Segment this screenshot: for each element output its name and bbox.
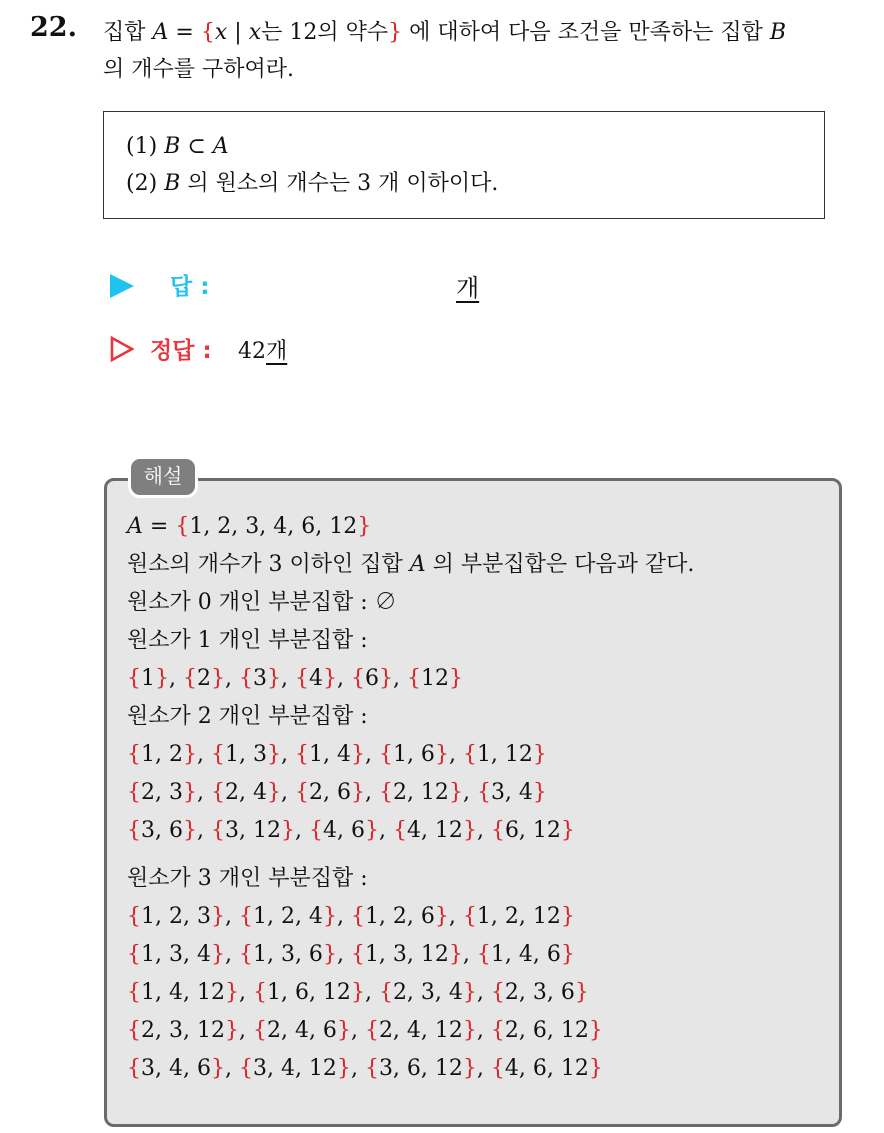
set-a-definition: A = {1, 2, 3, 4, 6, 12} [127,514,372,539]
heading-2: 원소가 2 개인 부분집합 : [127,704,368,729]
heading-1: 원소가 1 개인 부분집합 : [127,628,368,653]
correct-label: 정답 : [150,338,212,364]
set-list: {1, 2}, {1, 3}, {1, 4}, {1, 6}, {1, 12} [127,742,547,767]
explanation-content [127,508,832,1088]
question-text: 집합 A = {x | x는 12의 약수} 에 대하여 다음 조건을 만족하는 집합 B 의 개수를 구하여라. [103,20,787,82]
set-list: {1, 3, 4}, {1, 3, 6}, {1, 3, 12}, {1, 4, 6} [127,942,575,967]
answer-row[interactable] [110,266,670,306]
set-list: {1, 2, 3}, {1, 2, 4}, {1, 2, 6}, {1, 2, 12} [127,904,575,929]
set-list: {2, 3}, {2, 4}, {2, 6}, {2, 12}, {3, 4} [127,780,547,805]
explanation-tag: 해설 [128,456,198,498]
correct-value: 42개 [238,339,288,364]
set-list: {1}, {2}, {3}, {4}, {6}, {12} [127,666,463,691]
set-list: {3, 6}, {3, 12}, {4, 6}, {4, 12}, {6, 12} [127,818,575,843]
set-list: {2, 3, 12}, {2, 4, 6}, {2, 4, 12}, {2, 6, 12} [127,1018,603,1043]
outline-triangle-icon [110,336,134,362]
heading-3: 원소가 3 개인 부분집합 : [127,866,368,891]
set-list: {3, 4, 6}, {3, 4, 12}, {3, 6, 12}, {4, 6, 12} [127,1056,603,1081]
play-triangle-icon [110,274,134,298]
heading-0: 원소가 0 개인 부분집합 : ∅ [127,590,397,615]
condition-2: (2) B 의 원소의 개수는 3 개 이하이다. [126,171,499,196]
explanation-intro: 원소의 개수가 3 이하인 집합 A 의 부분집합은 다음과 같다. [127,552,695,577]
answer-unit: 개 [456,274,480,302]
question-number: 22. [30,12,77,43]
condition-1: (1) B ⊂ A [126,134,229,159]
set-list: {1, 4, 12}, {1, 6, 12}, {2, 3, 4}, {2, 3, 6} [127,980,589,1005]
condition-box [103,111,825,219]
answer-label: 답 : [170,274,210,300]
correct-answer-row [110,330,670,370]
